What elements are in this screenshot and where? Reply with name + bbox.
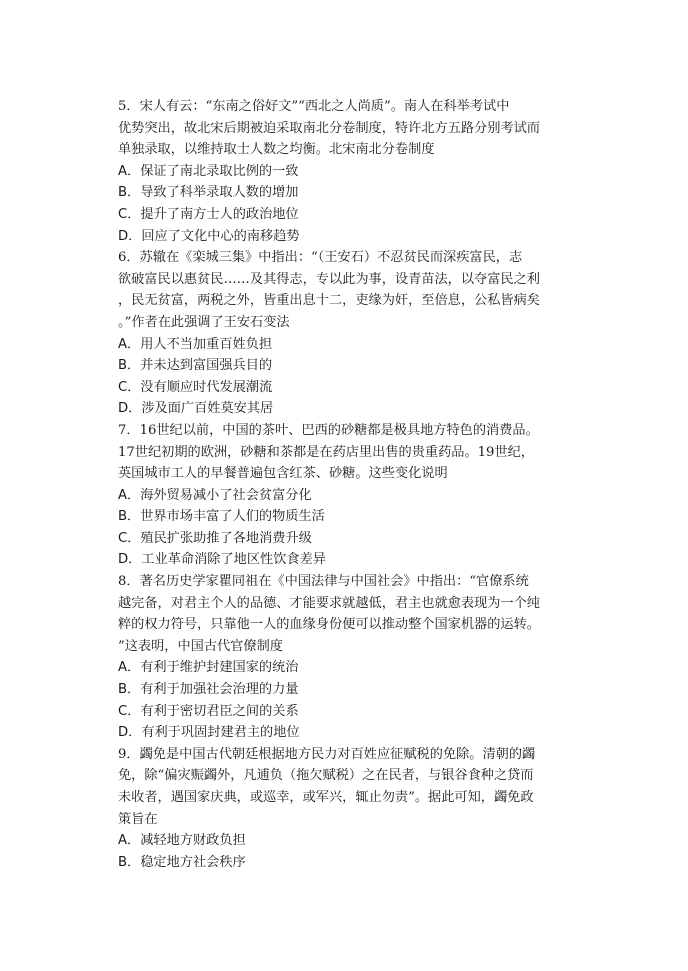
option-d: D．回应了文化中心的南移趋势 [118,228,300,244]
question-text-line: 8．著名历史学家瞿同祖在《中国法律与中国社会》中指出：“官僚系统 [118,574,529,590]
question-text-line: 。”作者在此强调了王安石变法 [118,314,290,330]
question-text-line: 优势突出，故北宋后期被迫采取南北分卷制度，特许北方五路分别考试而 [118,120,540,136]
option-a: A．保证了南北录取比例的一致 [118,163,299,179]
option-c: C．殖民扩张助推了各地消费升级 [118,530,312,546]
option-d: D．涉及面广百姓莫安其居 [118,401,274,417]
question-text-line: 免，除“偏灾赈蠲外，凡逋负（拖欠赋税）之在民者，与银谷食种之贷而 [118,768,534,784]
question-text-line: 英国城市工人的早餐普遍包含红茶、砂糖。这些变化说明 [118,466,448,482]
option-c: C．有利于密切君臣之间的关系 [118,703,299,719]
question-text-line: 越完备，对君主个人的品德、才能要求就越低，君主也就愈表现为一个纯 [118,595,540,611]
option-a: A．减轻地方财政负担 [118,833,246,849]
option-b: B．稳定地方社会秩序 [118,854,246,870]
option-d: D．工业革命消除了地区性饮食差异 [118,552,326,568]
option-d: D．有利于巩固封建君主的地位 [118,725,300,741]
option-b: B．并未达到富国强兵目的 [118,358,273,374]
question-text-line: 策旨在 [118,811,158,827]
option-a: A．用人不当加重百姓负担 [118,336,273,352]
option-b: B．导致了科举录取人数的增加 [118,185,299,201]
option-c: C．提升了南方士人的政治地位 [118,206,299,222]
option-b: B．有利于加强社会治理的力量 [118,682,299,698]
question-text-line: 17世纪初期的欧洲，砂糖和茶都是在药店里出售的贵重药品。19世纪， [118,444,534,460]
question-text-line: 未收者，遇国家庆典，或巡幸，或军兴，辄止勿责”。据此可知，蠲免政 [118,790,534,805]
question-6 [118,247,580,420]
question-text-line: 粹的权力符号，只靠他一人的血缘身份便可以推动整个国家机器的运转。 [118,617,540,633]
question-list [118,96,580,873]
option-c: C．没有顺应时代发展潮流 [118,379,273,395]
question-9 [118,744,580,874]
question-text-line: 6．苏辙在《栾城三集》中指出：“（王安石）不忍贫民而深疾富民，志 [118,250,523,266]
question-8 [118,571,580,744]
question-text-line: 9．蠲免是中国古代朝廷根据地方民力对百姓应征赋税的免除。清朝的蠲 [118,746,536,762]
question-text-line: ”这表明，中国古代官僚制度 [118,638,283,654]
question-text-line: 7．16世纪以前，中国的茶叶、巴西的砂糖都是极具地方特色的消费品。 [118,422,539,438]
question-7 [118,420,580,571]
option-a: A．海外贸易减小了社会贫富分化 [118,487,312,503]
question-text-line: 5．宋人有云：“东南之俗好文”“西北之人尚质”。南人在科举考试中 [118,99,510,114]
option-a: A．有利于维护封建国家的统治 [118,660,299,676]
question-text-line: ，民无贫富，两税之外，皆重出息十二，吏缘为奸，至倍息，公私皆病矣 [118,293,540,309]
question-text-line: 单独录取，以维持取士人数之均衡。北宋南北分卷制度 [118,142,435,158]
question-5 [118,96,580,247]
option-b: B．世界市场丰富了人们的物质生活 [118,509,325,525]
question-text-line: 欲破富民以惠贫民……及其得志，专以此为事，设青苗法，以夺富民之利 [118,271,540,287]
